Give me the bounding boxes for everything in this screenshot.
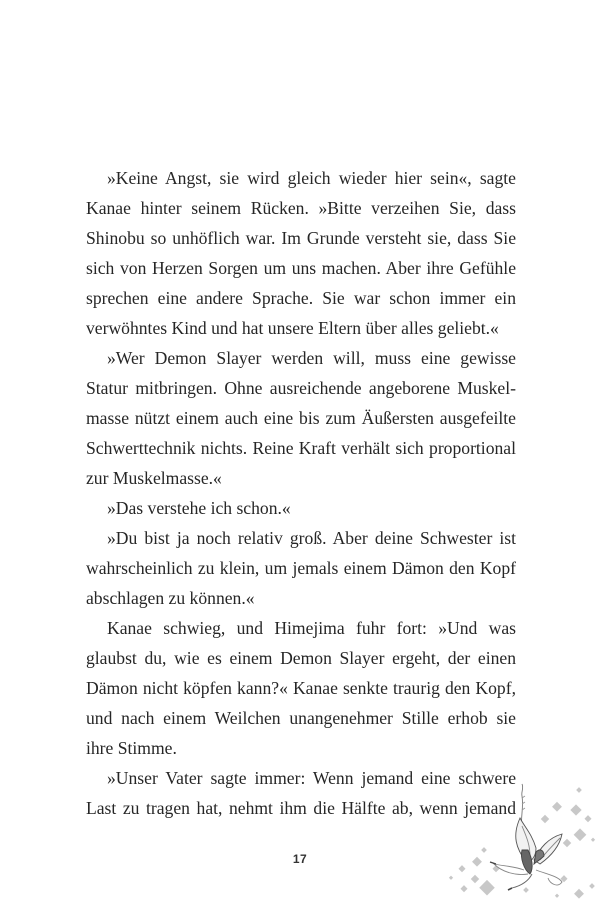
sparkle xyxy=(570,804,581,815)
butterfly-icon xyxy=(436,778,600,900)
sparkle xyxy=(541,815,549,823)
sparkle xyxy=(471,875,479,883)
sparkle xyxy=(574,828,587,841)
paragraph: Kanae schwieg, und Himejima fuhr fort: »Und was glaubst du, wie es einem Demon Slayer ergeht, der einen Dämon nicht köpfen kann?« Kanae senkte traurig den Kopf, und nach einem Weilchen unangenehmer Stille erhob sie ihre Stimme. xyxy=(86,618,516,758)
sparkle xyxy=(555,894,559,898)
sparkle xyxy=(449,876,453,880)
sparkle xyxy=(552,802,562,812)
sparkle xyxy=(460,885,467,892)
sparkle xyxy=(481,847,487,853)
page-number: 17 xyxy=(292,852,308,866)
sparkle xyxy=(563,839,571,847)
body-text xyxy=(86,163,516,823)
sparkle xyxy=(574,889,584,899)
sparkle xyxy=(458,865,465,872)
sparkle xyxy=(472,857,482,867)
paragraph: »Du bist ja noch relativ groß. Aber deine Schwester ist wahrscheinlich zu klein, um jemals einem Dämon den Kopf abschlagen zu können.« xyxy=(86,528,516,608)
sparkle xyxy=(576,787,582,793)
sparkle xyxy=(589,883,595,889)
sparkle xyxy=(523,887,529,893)
sparkle xyxy=(479,880,495,896)
paragraph: »Das verstehe ich schon.« xyxy=(107,498,291,518)
sparkle xyxy=(591,838,595,842)
paragraph: »Unser Vater sagte immer: Wenn jemand eine schwere Last zu tragen hat, nehmt ihm die Hälfte ab, wenn jemand xyxy=(86,768,516,818)
sparkle xyxy=(584,815,591,822)
paragraph: »Keine Angst, sie wird gleich wieder hier sein«, sagte Kanae hinter seinem Rücken. »Bitte verzeihen Sie, dass Shinobu so unhöflich war. Im Grunde versteht sie, dass Sie sich von Herzen Sorgen um uns machen. Aber ihre Gefühle sprechen eine andere Sprache. Sie war schon immer ein verwöhntes Kind und hat unsere Eltern über alles geliebt.« xyxy=(86,168,516,338)
paragraph: »Wer Demon Slayer werden will, muss eine gewisse Statur mitbringen. Ohne ausreichende angeborene Muskelmasse nützt einem auch eine bis zum Äußersten ausgefeilte Schwerttechnik nichts. Reine Kraft verhält sich proportional zur Muskelmasse.« xyxy=(86,348,516,488)
